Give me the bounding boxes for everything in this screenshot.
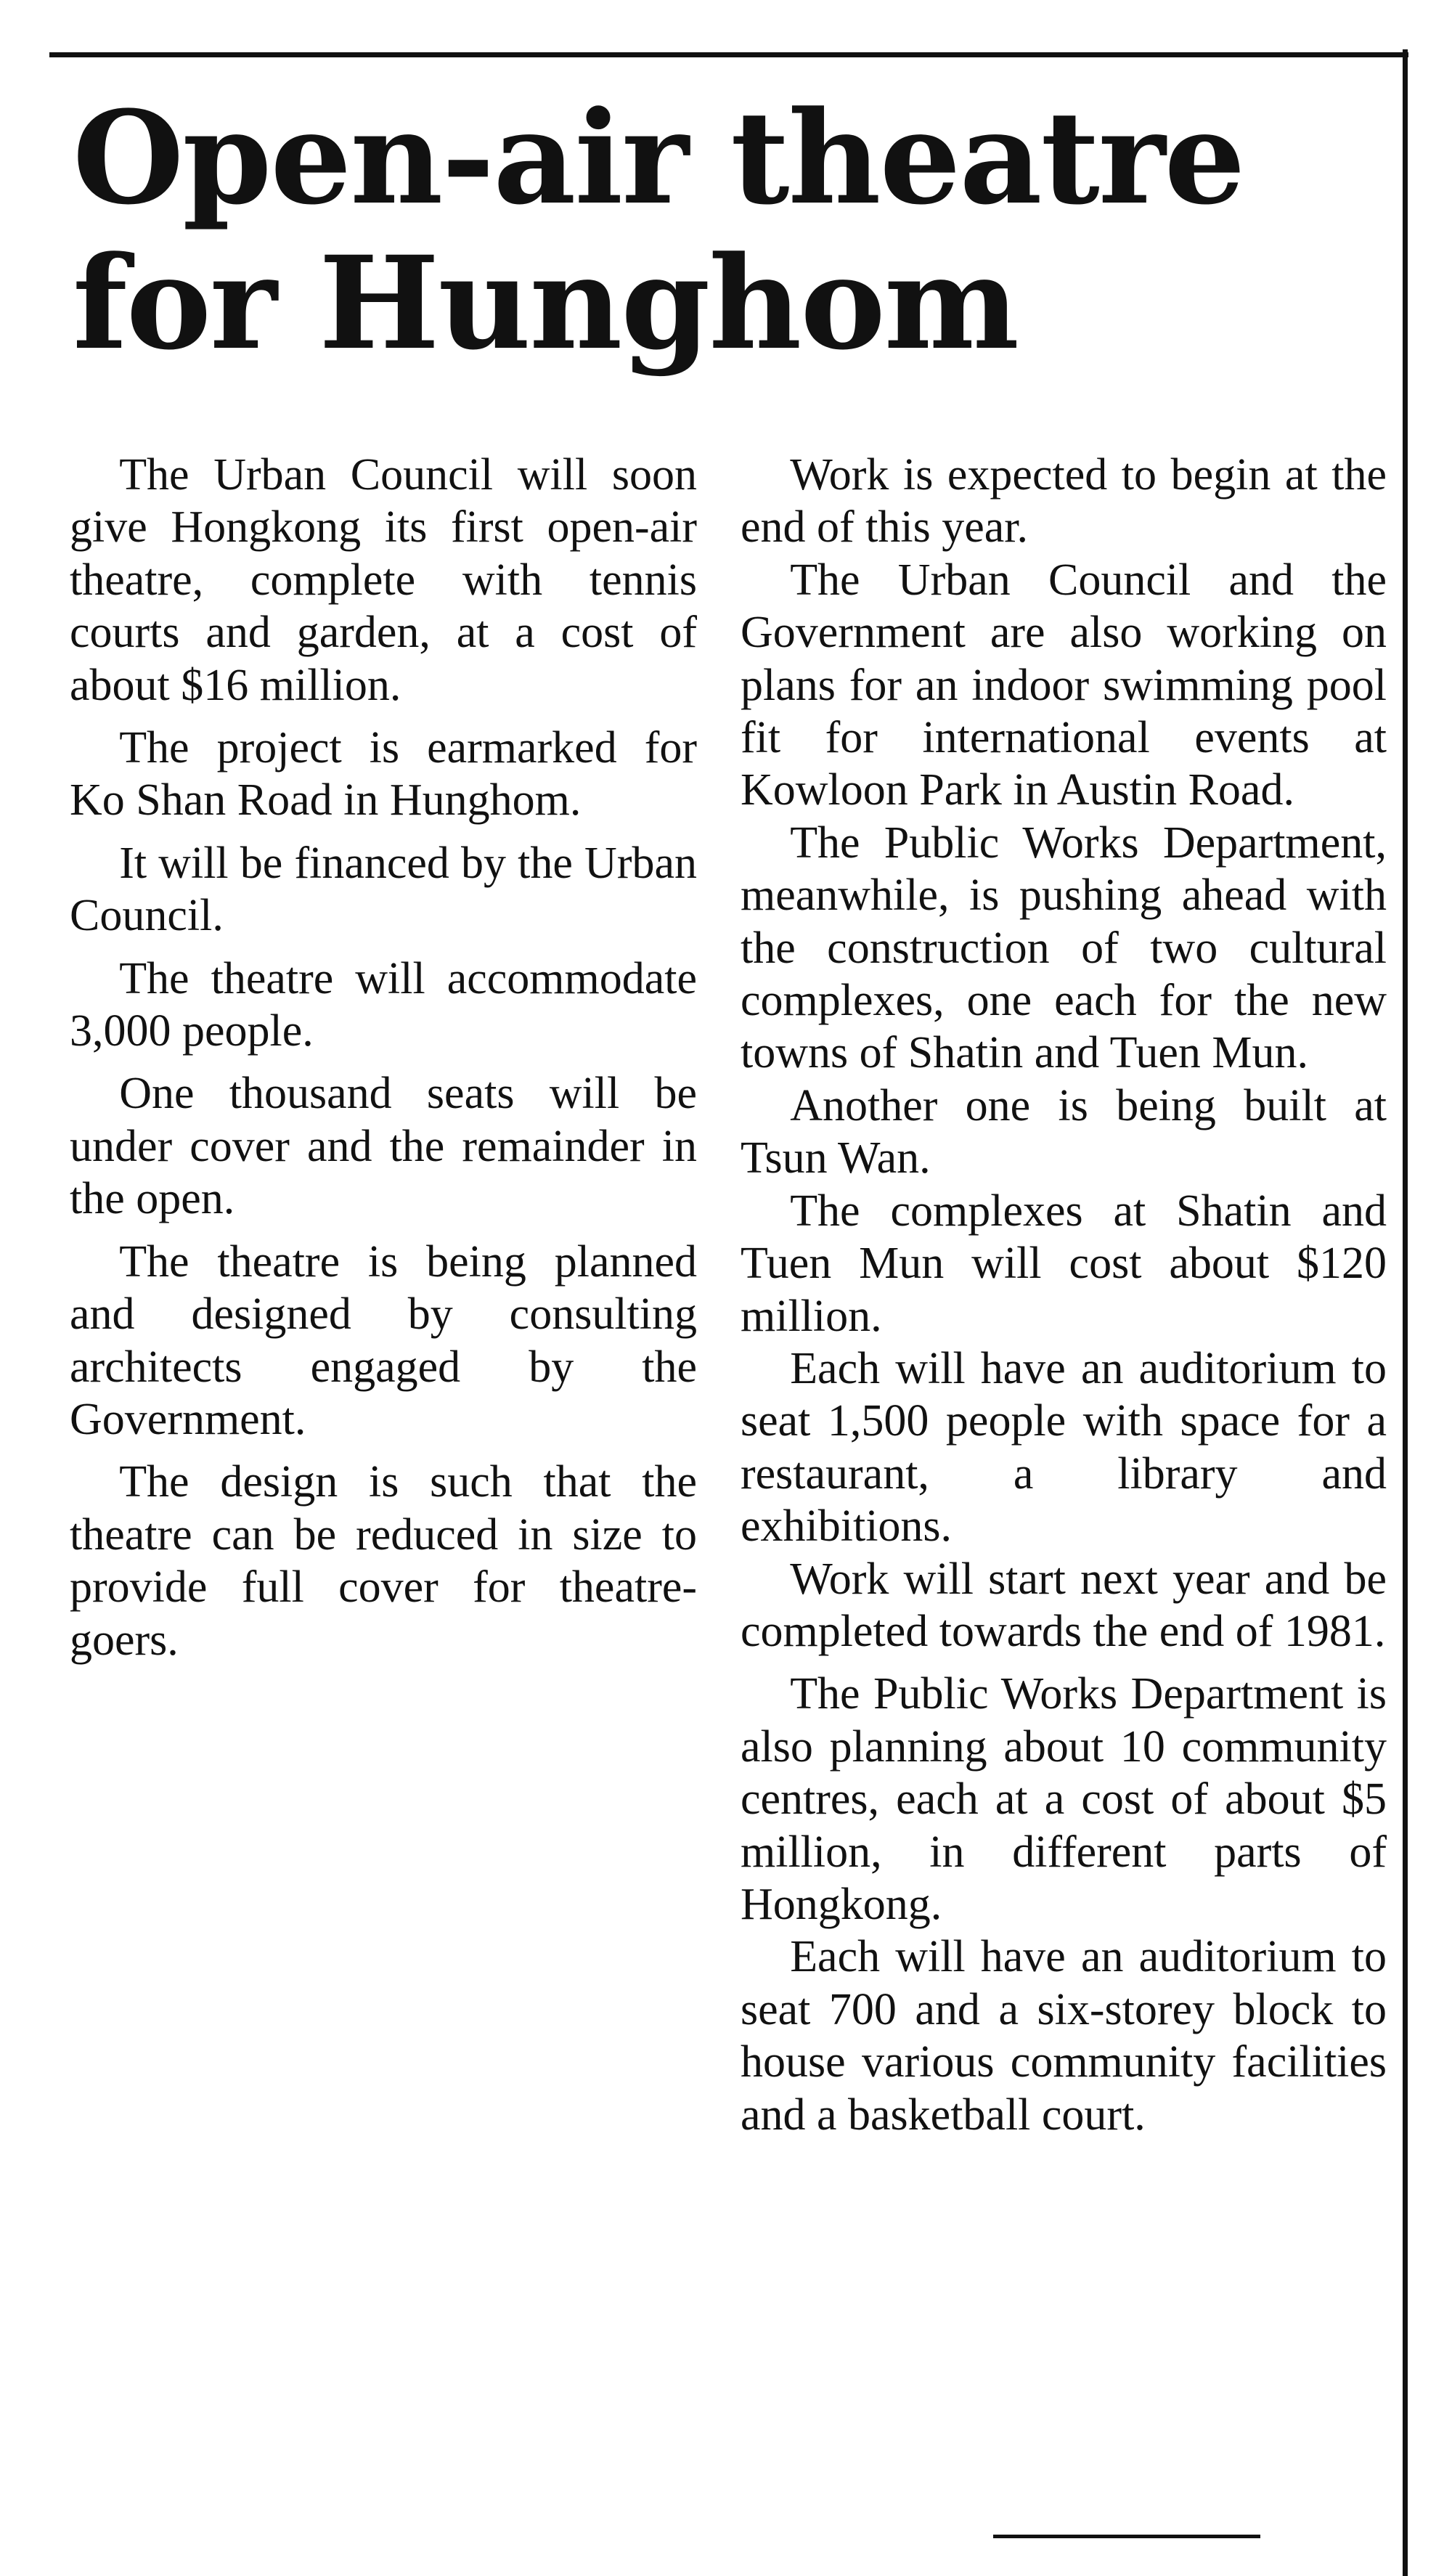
paragraph: The Urban Council and the Government are also working on plans for an indoor swimming pool fit for international events at Kowloon Park in Austin Road. bbox=[741, 555, 1387, 815]
paragraph: Each will have an auditorium to seat 700 and a six-storey block to house various community facilities and a basketball court. bbox=[741, 1932, 1387, 2140]
paragraph: Work will start next year and be completed towards the end of 1981. bbox=[741, 1554, 1387, 1656]
paragraph: It will be financed by the Urban Council. bbox=[70, 838, 697, 941]
paragraph: Work is expected to begin at the end of this year. bbox=[741, 450, 1387, 553]
paragraph: Another one is being built at Tsun Wan. bbox=[741, 1080, 1387, 1183]
paragraph: The Public Works Department is also planning about 10 community centres, each at a cost of about $5 million, in different parts of Hongkong. bbox=[741, 1669, 1387, 1929]
paragraph: The project is earmarked for Ko Shan Road in Hunghom. bbox=[70, 723, 697, 826]
left-column bbox=[70, 449, 697, 1666]
paragraph: Each will have an auditorium to seat 1,500 people with space for a restaurant, a library and exhibitions. bbox=[741, 1343, 1387, 1552]
paragraph: The Urban Council will soon give Hongkong its first open-air theatre, complete with tennis courts and garden, at a cost of about $16 million. bbox=[70, 450, 697, 710]
right-column bbox=[741, 449, 1387, 2141]
paragraph: The Public Works Department, meanwhile, is pushing ahead with the construction of two cultural complexes, one each for the new towns of Shatin and Tuen Mun. bbox=[741, 818, 1387, 1078]
paragraph: The theatre will accommodate 3,000 people. bbox=[70, 953, 697, 1056]
paragraph: The theatre is being planned and designed by consulting architects engaged by the Government. bbox=[70, 1236, 697, 1444]
headline bbox=[73, 83, 1379, 378]
end-of-article-rule bbox=[993, 2535, 1260, 2538]
headline-line-2: for Hunghom bbox=[73, 228, 1018, 378]
top-border-rule bbox=[49, 52, 1408, 57]
paragraph: The complexes at Shatin and Tuen Mun will cost about $120 million. bbox=[741, 1186, 1387, 1341]
right-border-rule bbox=[1403, 49, 1408, 2576]
paragraph: One thousand seats will be under cover and the remainder in the open. bbox=[70, 1069, 697, 1224]
headline-line-1: Open-air theatre bbox=[73, 83, 1244, 233]
paragraph: The design is such that the theatre can be reduced in size to provide full cover for theatre-goers. bbox=[70, 1457, 697, 1665]
